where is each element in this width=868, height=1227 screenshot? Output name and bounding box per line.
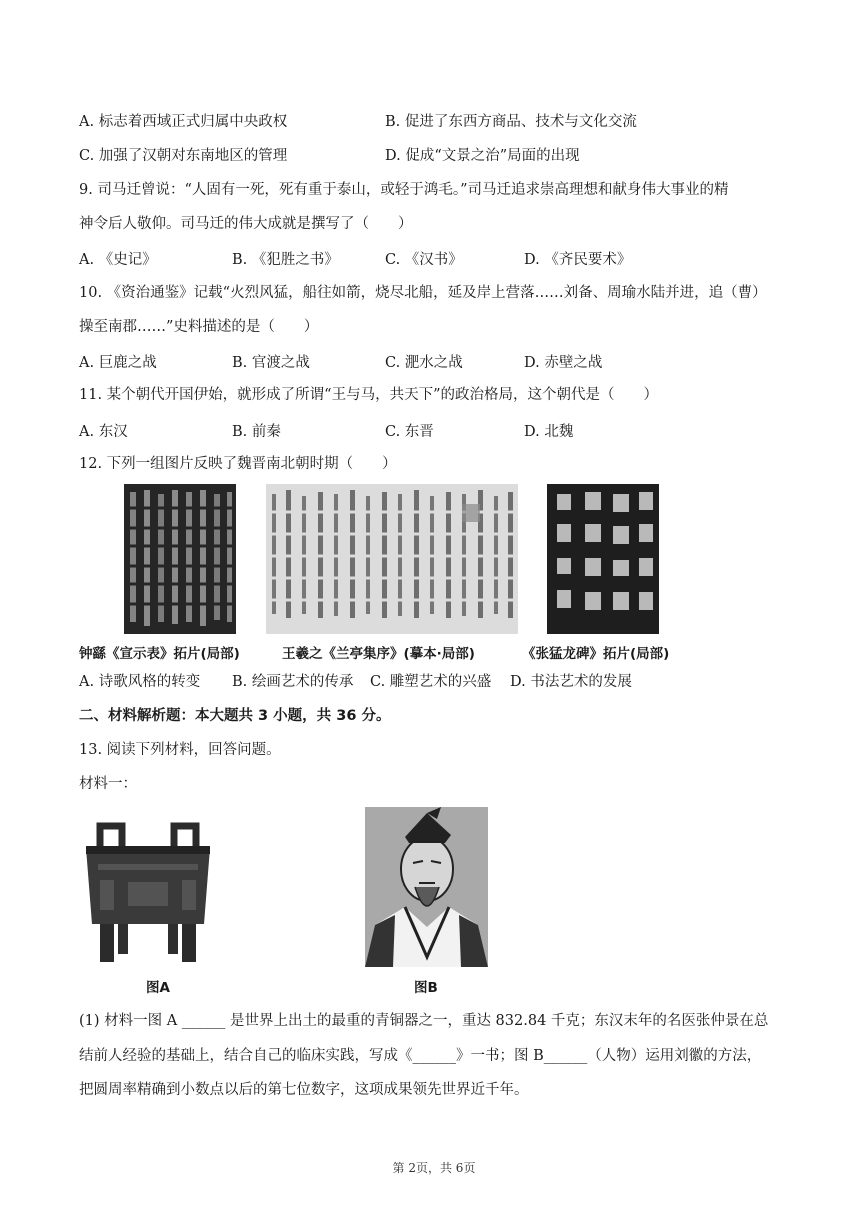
caption-zhang-menglong: 《张猛龙碑》拓片(局部) bbox=[522, 646, 670, 662]
q13-part1-line1: (1) 材料一图 A ______ 是世界上出土的最重的青铜器之一，重达 832.84 千克；东汉末年的名医张仲景在总 bbox=[79, 1013, 769, 1029]
q11-stem: 11. 某个朝代开国伊始，就形成了所谓“王与马，共天下”的政治格局，这个朝代是（ ） bbox=[79, 387, 658, 403]
q11-option-a: A. 东汉 bbox=[79, 424, 128, 440]
q13-intro: 13. 阅读下列材料，回答问题。 bbox=[79, 742, 281, 758]
q10-option-d: D. 赤壁之战 bbox=[524, 355, 603, 371]
q11-option-d: D. 北魏 bbox=[524, 424, 574, 440]
material-label: 材料一： bbox=[79, 776, 137, 792]
q9-option-a: A. 《史记》 bbox=[79, 252, 157, 268]
q11-option-b: B. 前秦 bbox=[232, 424, 281, 440]
q8-option-c: C. 加强了汉朝对东南地区的管理 bbox=[79, 148, 288, 164]
q10-stem-line2: 操至南郡……”史料描述的是（ ） bbox=[79, 319, 319, 335]
zhang-menglong-stele-image bbox=[547, 484, 659, 634]
section-heading: 二、材料解析题：本大题共 3 小题，共 36 分。 bbox=[79, 708, 391, 724]
figure-a-label: 图A bbox=[146, 980, 170, 996]
q9-option-d: D. 《齐民要术》 bbox=[524, 252, 632, 268]
page-number: 第 2页，共 6页 bbox=[392, 1161, 476, 1175]
q12-option-a: A. 诗歌风格的转变 bbox=[79, 674, 201, 690]
zhong-yao-rubbing-image bbox=[124, 484, 236, 634]
lanting-manuscript-image bbox=[266, 484, 518, 634]
bronze-ding-image bbox=[78, 820, 218, 966]
q11-option-c: C. 东晋 bbox=[385, 424, 434, 440]
q10-option-c: C. 淝水之战 bbox=[385, 355, 463, 371]
q10-stem-line1: 10. 《资治通鉴》记载“火烈风猛，船往如箭，烧尽北船，延及岸上营落……刘备、周瑜水陆并进，追（曹） bbox=[79, 285, 767, 301]
q9-stem-line1: 9. 司马迁曾说：“人固有一死，死有重于泰山，或轻于鸿毛。”司马迁追求崇高理想和献身伟大事业的精 bbox=[79, 182, 729, 198]
q12-stem: 12. 下列一组图片反映了魏晋南北朝时期（ ） bbox=[79, 456, 397, 472]
caption-wang-xizhi: 王羲之《兰亭集序》(摹本·局部) bbox=[282, 646, 475, 662]
q12-option-d: D. 书法艺术的发展 bbox=[510, 674, 632, 690]
caption-zhong-yao: 钟繇《宣示表》拓片(局部) bbox=[79, 646, 240, 662]
q13-part1-line2: 结前人经验的基础上，结合自己的临床实践，写成《______》一书；图 B______（人物）运用刘徽的方法， bbox=[79, 1048, 762, 1064]
q9-option-c: C. 《汉书》 bbox=[385, 252, 463, 268]
q8-option-b: B. 促进了东西方商品、技术与文化交流 bbox=[385, 114, 637, 130]
q9-option-b: B. 《犯胜之书》 bbox=[232, 252, 339, 268]
q13-part1-line3: 把圆周率精确到小数点以后的第七位数字，这项成果领先世界近千年。 bbox=[79, 1082, 529, 1098]
q10-option-a: A. 巨鹿之战 bbox=[79, 355, 157, 371]
q9-stem-line2: 神令后人敬仰。司马迁的伟大成就是撰写了（ ） bbox=[79, 216, 413, 232]
q8-option-a: A. 标志着西域正式归属中央政权 bbox=[79, 114, 288, 130]
figure-b-label: 图B bbox=[414, 980, 438, 996]
q10-option-b: B. 官渡之战 bbox=[232, 355, 310, 371]
q12-option-b: B. 绘画艺术的传承 bbox=[232, 674, 354, 690]
q12-option-c: C. 雕塑艺术的兴盛 bbox=[370, 674, 492, 690]
q8-option-d: D. 促成“文景之治”局面的出现 bbox=[385, 148, 580, 164]
portrait-image bbox=[365, 807, 488, 967]
